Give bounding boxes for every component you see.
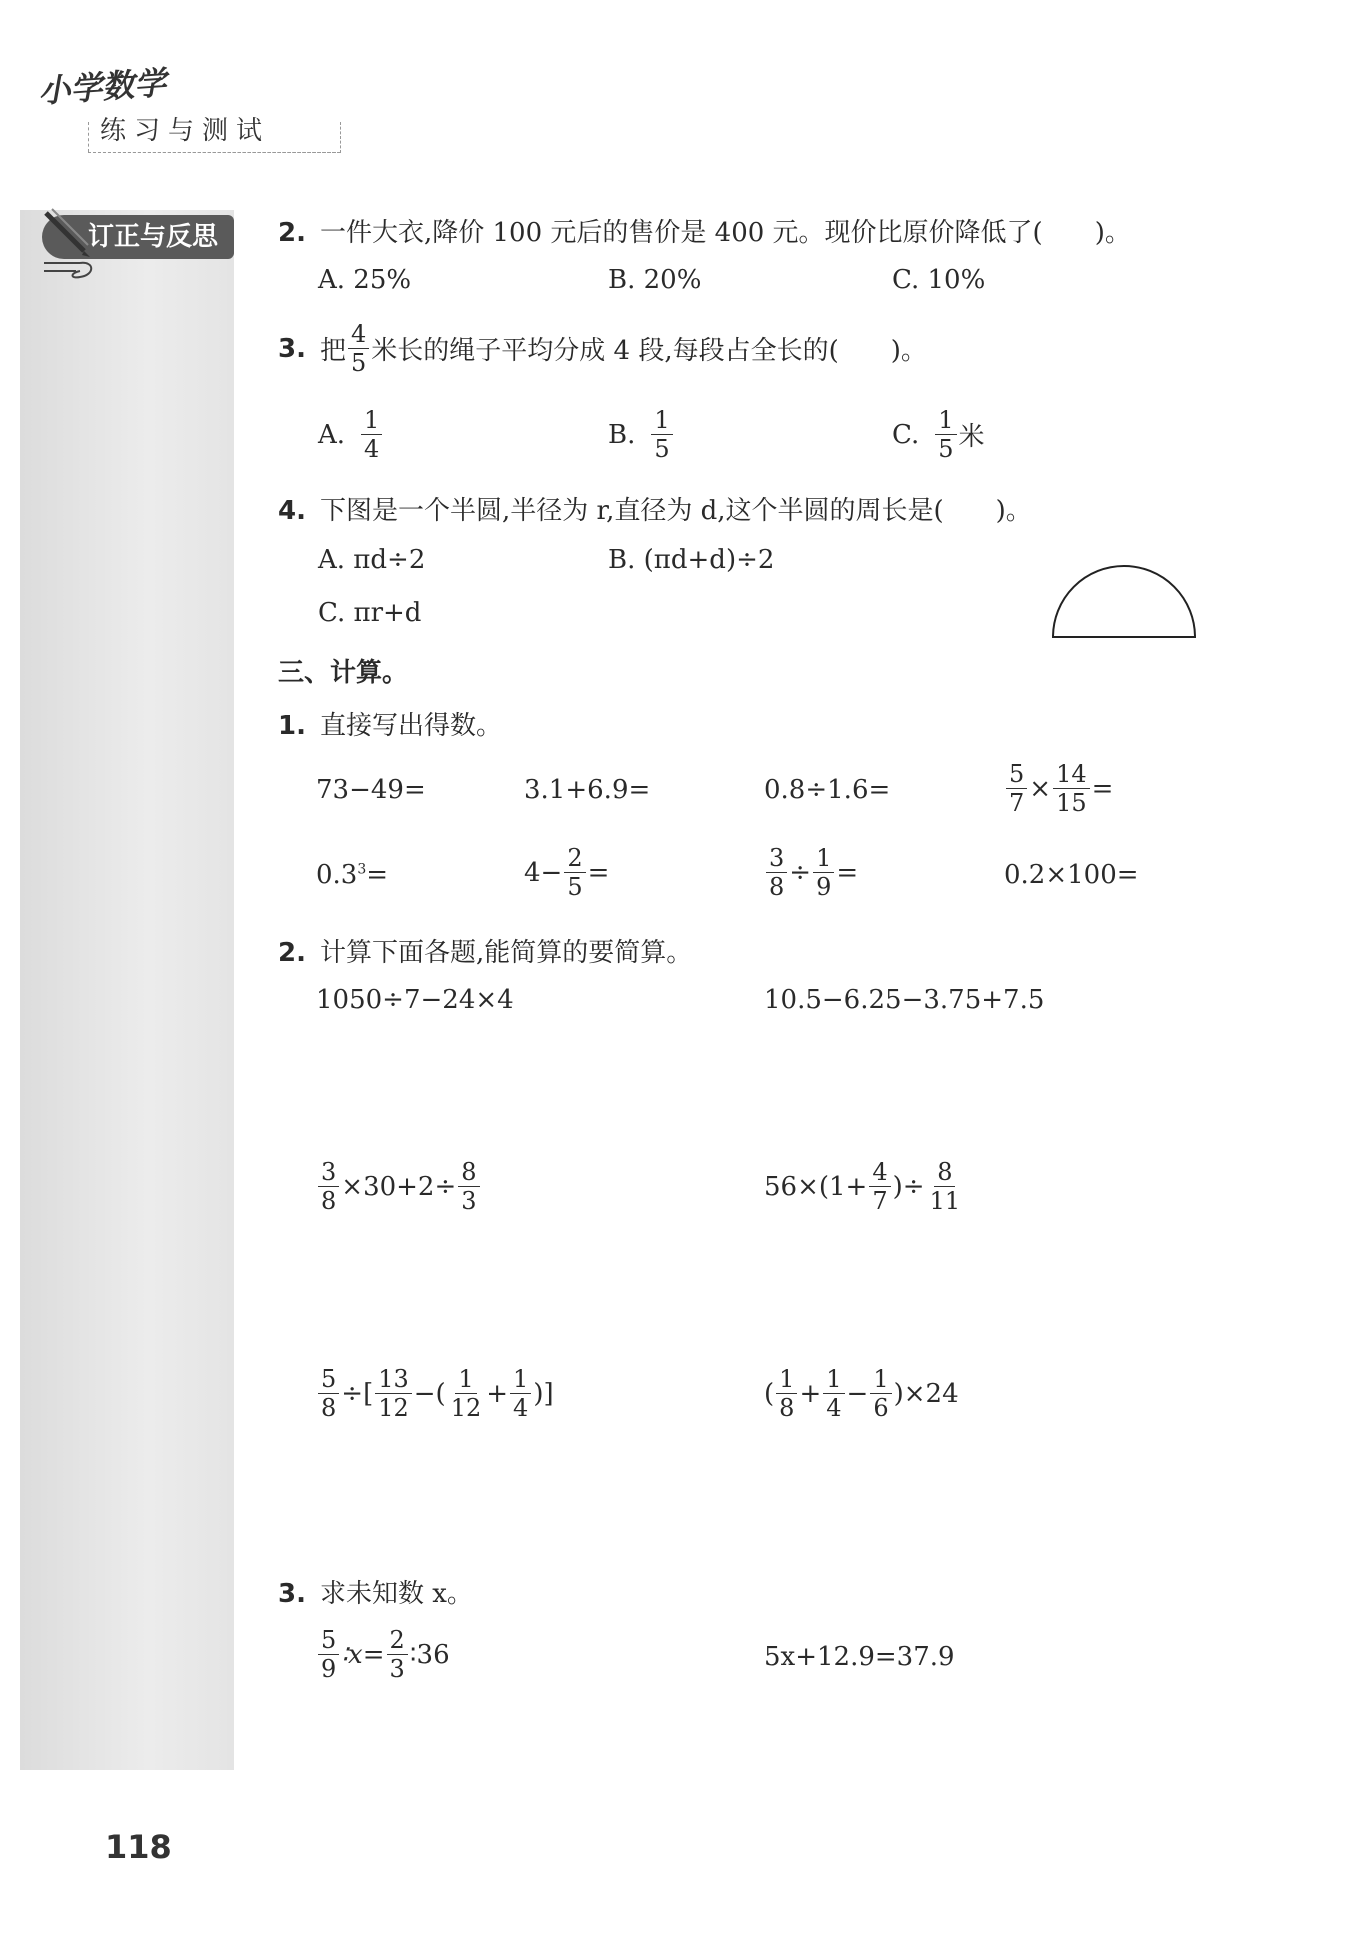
numerator: 1 — [776, 1367, 797, 1394]
pencil-icon — [40, 205, 100, 285]
denominator: 15 — [1056, 789, 1087, 817]
question-2 — [278, 212, 1131, 249]
equals: = — [836, 857, 859, 888]
fraction — [870, 1367, 891, 1420]
calc2-heading — [278, 932, 692, 969]
calc3-heading — [278, 1573, 473, 1610]
calc1-item: 0.8÷1.6= — [764, 775, 891, 805]
calc1-item — [1004, 762, 1113, 815]
denominator: 3 — [389, 1655, 405, 1683]
numerator: 1 — [510, 1367, 531, 1394]
fraction — [448, 1367, 485, 1420]
option-c — [892, 408, 985, 461]
fraction — [387, 1628, 408, 1681]
numerator: 5 — [318, 1628, 339, 1655]
numerator: 13 — [375, 1367, 412, 1394]
expr-text: + — [486, 1378, 509, 1409]
option-b — [608, 408, 675, 461]
numerator: 8 — [934, 1160, 955, 1187]
denominator: 3 — [461, 1187, 477, 1215]
expr-text: )÷ — [892, 1171, 925, 1202]
page-number: 118 — [105, 1828, 172, 1866]
numerator: 1 — [813, 846, 834, 873]
question-number: 4. — [278, 496, 306, 526]
equals: = — [366, 860, 389, 890]
expr-text: + — [799, 1378, 822, 1409]
expr-text: ( — [764, 1378, 775, 1409]
calc2-problem — [764, 1160, 965, 1213]
header-dotted-box — [88, 122, 341, 153]
expr-text: ×30+2÷ — [341, 1171, 457, 1202]
section-title: 三、计算。 — [278, 658, 409, 688]
numerator: 3 — [318, 1160, 339, 1187]
fraction — [869, 1160, 890, 1213]
denominator: 12 — [378, 1394, 409, 1422]
fraction — [927, 1160, 964, 1213]
denominator: 4 — [364, 435, 380, 463]
book-title: 小学数学 — [36, 63, 168, 111]
expr-text: 4− — [524, 857, 563, 888]
denominator: 11 — [929, 1187, 961, 1215]
numerator: 2 — [564, 846, 585, 873]
denominator: 9 — [816, 873, 832, 901]
denominator: 7 — [1009, 789, 1025, 817]
option-b: B. (πd+d)÷2 — [608, 545, 775, 575]
fraction — [823, 1367, 844, 1420]
fraction — [458, 1160, 479, 1213]
numerator: 1 — [935, 408, 956, 435]
denominator: 7 — [872, 1187, 888, 1215]
question-text: 计算下面各题,能简算的要简算。 — [319, 938, 693, 968]
header-divider — [88, 122, 89, 152]
fraction — [318, 1160, 339, 1213]
expr-text: ∶36 — [409, 1639, 450, 1670]
correction-sidebar — [20, 210, 234, 1770]
question-number: 1. — [278, 711, 306, 741]
option-c: C. πr+d — [318, 598, 422, 628]
denominator: 4 — [826, 1394, 842, 1422]
expr-text: ∶x= — [341, 1639, 385, 1670]
numerator: 1 — [870, 1367, 891, 1394]
denominator: 8 — [769, 873, 785, 901]
option-label: C. — [892, 419, 920, 450]
equals: = — [587, 857, 610, 888]
numerator: 5 — [318, 1367, 339, 1394]
denominator: 6 — [873, 1394, 889, 1422]
question-number: 3. — [278, 1579, 306, 1609]
fraction — [776, 1367, 797, 1420]
calc1-item: 3.1+6.9= — [524, 775, 651, 805]
question-text-pre: 把 — [319, 336, 346, 366]
option-a: A. πd÷2 — [318, 545, 426, 575]
calc2-problem: 1050÷7−24×4 — [316, 985, 514, 1015]
denominator: 5 — [654, 435, 670, 463]
question-number: 2. — [278, 938, 306, 968]
question-text: 直接写出得数。 — [319, 711, 502, 741]
option-b: B. 20% — [608, 265, 702, 295]
exponent: 3 — [357, 861, 367, 878]
numerator: 3 — [766, 846, 787, 873]
numerator: 4 — [869, 1160, 890, 1187]
question-text: 下图是一个半圆,半径为 r,直径为 d,这个半圆的周长是( )。 — [319, 496, 1032, 526]
expr-text: ÷[ — [341, 1378, 374, 1409]
calc2-problem: 10.5−6.25−3.75+7.5 — [764, 985, 1045, 1015]
fraction — [318, 1628, 339, 1681]
option-label: B. — [608, 419, 636, 450]
fraction — [651, 408, 672, 461]
option-c: C. 10% — [892, 265, 986, 295]
correction-badge: 订正与反思 — [42, 215, 234, 259]
numerator: 1 — [455, 1367, 476, 1394]
calc3-equation — [316, 1628, 450, 1681]
fraction — [935, 408, 956, 461]
fraction — [564, 846, 585, 899]
question-number: 2. — [278, 218, 306, 248]
calc1-item — [316, 860, 388, 890]
header-underline — [88, 152, 340, 153]
calc2-problem — [764, 1367, 959, 1420]
question-4 — [278, 490, 1032, 527]
fraction — [375, 1367, 412, 1420]
calc1-heading — [278, 705, 502, 742]
denominator: 8 — [321, 1187, 337, 1215]
operator: × — [1029, 773, 1052, 804]
expr-text: −( — [413, 1378, 446, 1409]
calc2-problem — [316, 1367, 554, 1420]
denominator: 4 — [513, 1394, 529, 1422]
numerator: 1 — [823, 1367, 844, 1394]
denominator: 8 — [321, 1394, 337, 1422]
fraction — [361, 408, 382, 461]
expr-text: )] — [533, 1378, 554, 1409]
option-label: A. — [318, 419, 346, 450]
numerator: 1 — [361, 408, 382, 435]
denominator: 5 — [350, 349, 367, 377]
denominator: 9 — [321, 1655, 337, 1683]
expr-text: 56×(1+ — [764, 1171, 868, 1202]
book-subtitle: 练习与测试 — [100, 116, 271, 146]
calc1-item — [764, 846, 858, 899]
numerator: 14 — [1053, 762, 1090, 789]
denominator: 5 — [938, 435, 954, 463]
numerator: 2 — [387, 1628, 408, 1655]
numerator: 5 — [1006, 762, 1027, 789]
semicircle-figure — [1050, 562, 1198, 640]
question-3 — [278, 322, 927, 375]
calc1-item: 0.2×100= — [1004, 860, 1139, 890]
question-text: 一件大衣,降价 100 元后的售价是 400 元。现价比原价降低了( )。 — [319, 218, 1131, 248]
expr-text: )×24 — [893, 1378, 959, 1409]
option-a — [318, 408, 384, 461]
expr-text: − — [846, 1378, 869, 1409]
fraction — [1006, 762, 1027, 815]
calc2-problem — [316, 1160, 482, 1213]
calc1-item — [524, 846, 609, 899]
fraction — [813, 846, 834, 899]
numerator: 1 — [651, 408, 672, 435]
question-text: 求未知数 x。 — [319, 1579, 473, 1609]
numerator: 8 — [458, 1160, 479, 1187]
unit-label: 米 — [958, 422, 985, 452]
denominator: 12 — [450, 1394, 482, 1422]
denominator: 5 — [567, 873, 583, 901]
base: 0.3 — [316, 860, 358, 890]
question-number: 3. — [278, 333, 306, 364]
calc3-equation: 5x+12.9=37.9 — [764, 1642, 955, 1672]
fraction — [318, 1367, 339, 1420]
fraction — [1053, 762, 1090, 815]
calc1-item: 73−49= — [316, 775, 426, 805]
option-a: A. 25% — [318, 265, 412, 295]
question-text-post: 米长的绳子平均分成 4 段,每段占全长的( )。 — [371, 336, 927, 366]
operator: ÷ — [789, 857, 812, 888]
fraction — [766, 846, 787, 899]
numerator: 4 — [348, 322, 369, 349]
fraction — [510, 1367, 531, 1420]
fraction — [348, 322, 369, 375]
equals: = — [1091, 773, 1114, 804]
denominator: 8 — [779, 1394, 795, 1422]
